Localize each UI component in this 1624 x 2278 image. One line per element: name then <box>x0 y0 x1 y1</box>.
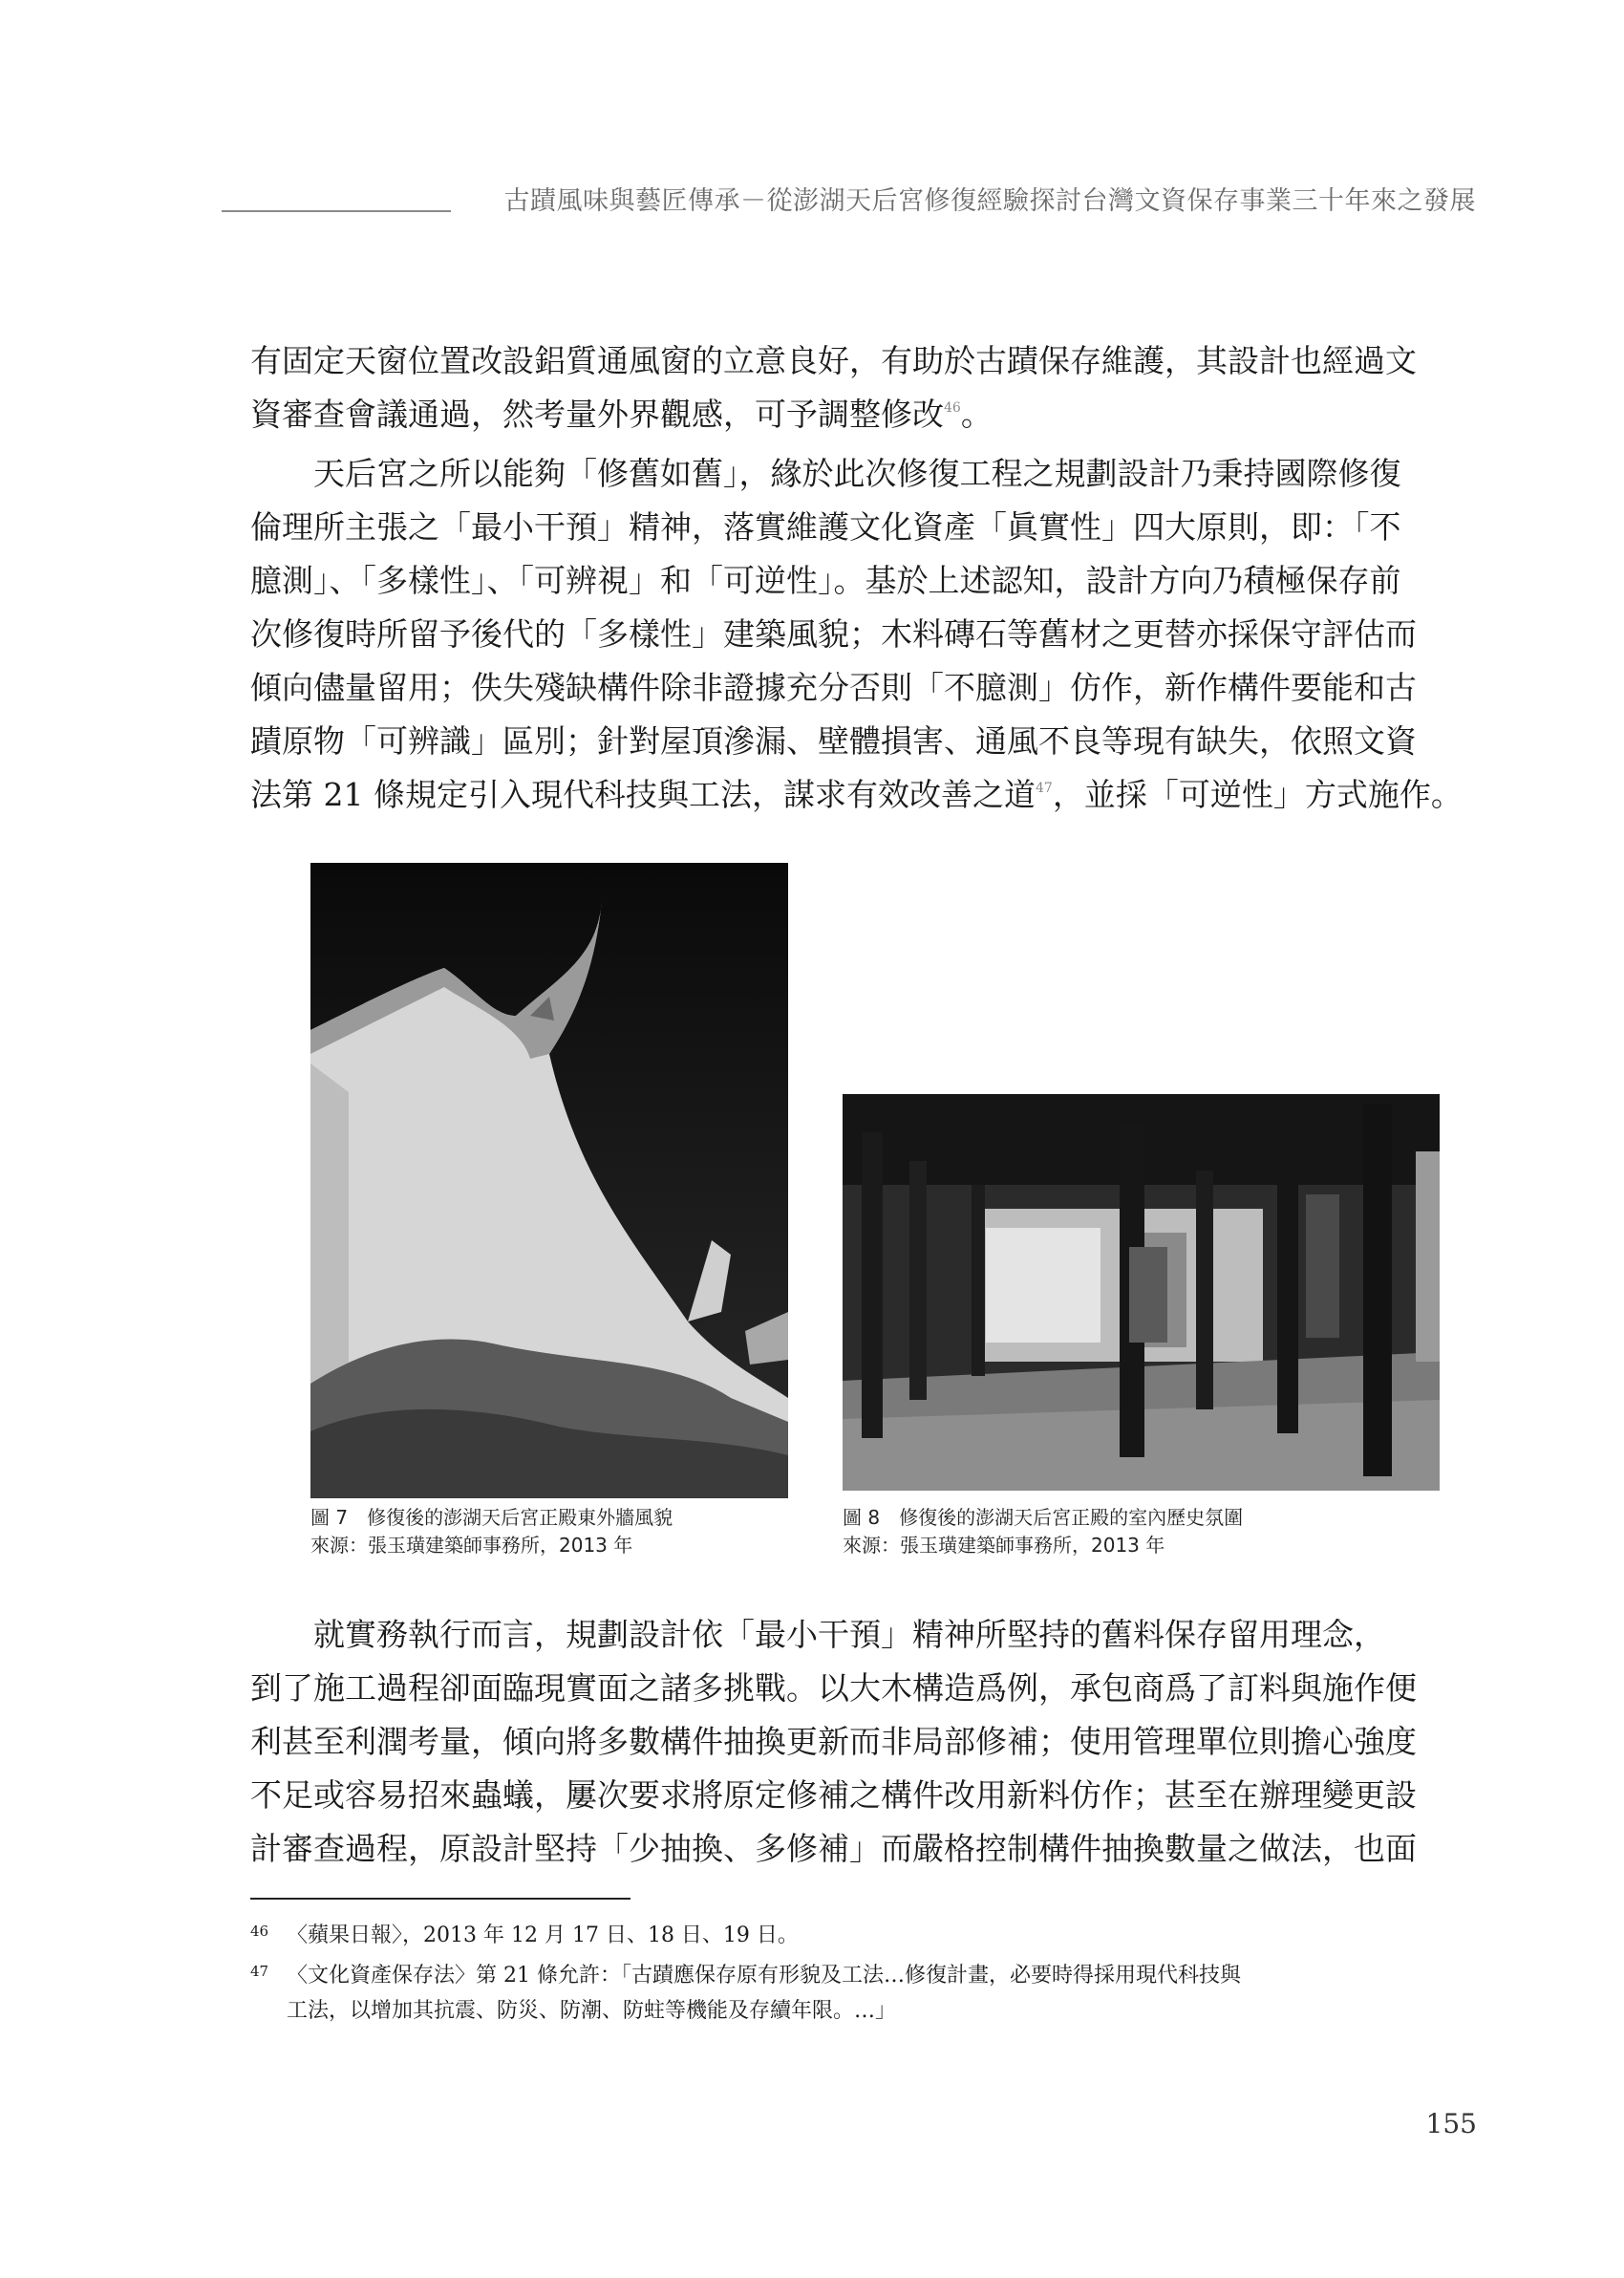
figure-8-photo <box>843 1094 1440 1491</box>
text-line: 利甚至利潤考量，傾向將多數構件抽換更新而非局部修補；使用管理單位則擔心強度 <box>250 1723 1417 1760</box>
footnote-ref-46[interactable]: 46 <box>944 400 961 416</box>
figure-7-source: 來源：張玉璜建築師事務所，2013 年 <box>310 1534 633 1557</box>
temple-interior-image <box>843 1094 1440 1491</box>
text-line: 傾向儘量留用；佚失殘缺構件除非證據充分否則「不臆測」仿作，新作構件要能和古 <box>250 669 1417 706</box>
text-line: 倫理所主張之「最小干預」精神，落實維護文化資產「眞實性」四大原則，即：「不 <box>250 508 1401 546</box>
text-line: 蹟原物「可辨識」區別；針對屋頂滲漏、壁體損害、通風不良等現有缺失，依照文資 <box>250 722 1417 760</box>
figure-7-caption <box>310 1504 673 1559</box>
text-line: 法第 21 條規定引入現代科技與工法，謀求有效改善之道$^{47}$，並採「可逆性」方式施作。 <box>250 776 1463 813</box>
figure-7-photo <box>310 863 788 1498</box>
text-line: 就實務執行而言，規劃設計依「最小干預」精神所堅持的舊料保存留用理念， <box>313 1616 1385 1653</box>
text-line: 計審查過程，原設計堅持「少抽換、多修補」而嚴格控制構件抽換數量之做法，也面 <box>250 1830 1417 1867</box>
page-number: 155 <box>1425 2108 1477 2139</box>
footnote-separator <box>250 1898 630 1900</box>
footnote-text-line: 〈文化資產保存法〉第 21 條允許：「古蹟應保存原有形貌及工法…修復計畫，必要時得採用現代科技與 <box>287 1964 1241 1988</box>
figure-7-title: 圖 7 修復後的澎湖天后宮正殿東外牆風貌 <box>310 1506 673 1529</box>
figure-8-title: 圖 8 修復後的澎湖天后宮正殿的室內歷史氛圍 <box>843 1506 1244 1529</box>
footnote-text: 〈蘋果日報〉，2013 年 12 月 17 日、18 日、19 日。 <box>287 1923 799 1947</box>
figure-8-source: 來源：張玉璜建築師事務所，2013 年 <box>843 1534 1165 1557</box>
footnote-47 <box>250 1958 1483 2029</box>
temple-east-wall-image <box>310 863 788 1498</box>
text-line: 到了施工過程卻面臨現實面之諸多挑戰。以大木構造爲例，承包商爲了訂料與施作便 <box>250 1669 1417 1707</box>
footnote-text-line: 工法，以增加其抗震、防災、防潮、防蛀等機能及存續年限。…」 <box>287 1999 897 2023</box>
header-rule <box>222 210 451 212</box>
footnote-number: 46 <box>250 1923 269 1940</box>
body-paragraph-2 <box>250 447 1473 822</box>
text-line: 資審查會議通過，然考量外界觀感，可予調整修改$^{46}$。 <box>250 396 993 433</box>
text-line: 天后宮之所以能夠「修舊如舊」，緣於此次修復工程之規劃設計乃秉持國際修復 <box>313 455 1401 492</box>
body-paragraph-3 <box>250 1608 1473 1876</box>
footnote-number: 47 <box>250 1963 269 1980</box>
footnote-46 <box>250 1918 1483 1953</box>
text-line: 不足或容易招來蟲蟻，屢次要求將原定修補之構件改用新料仿作；甚至在辦理變更設 <box>250 1776 1417 1814</box>
running-header-title: 古蹟風味與藝匠傳承－從澎湖天后宮修復經驗探討台灣文資保存事業三十年來之發展 <box>503 186 1476 216</box>
footnote-ref-47[interactable]: 47 <box>1035 781 1053 796</box>
text-line: 臆測」、「多樣性」、「可辨視」和「可逆性」。基於上述認知，設計方向乃積極保存前 <box>250 562 1401 599</box>
figure-8-caption <box>843 1504 1243 1559</box>
text-line: 次修復時所留予後代的「多樣性」建築風貌；木料磚石等舊材之更替亦採保守評估而 <box>250 615 1417 653</box>
text-line: 有固定天窗位置改設鋁質通風窗的立意良好，有助於古蹟保存維護，其設計也經過文 <box>250 342 1417 379</box>
body-paragraph-1 <box>250 334 1473 441</box>
